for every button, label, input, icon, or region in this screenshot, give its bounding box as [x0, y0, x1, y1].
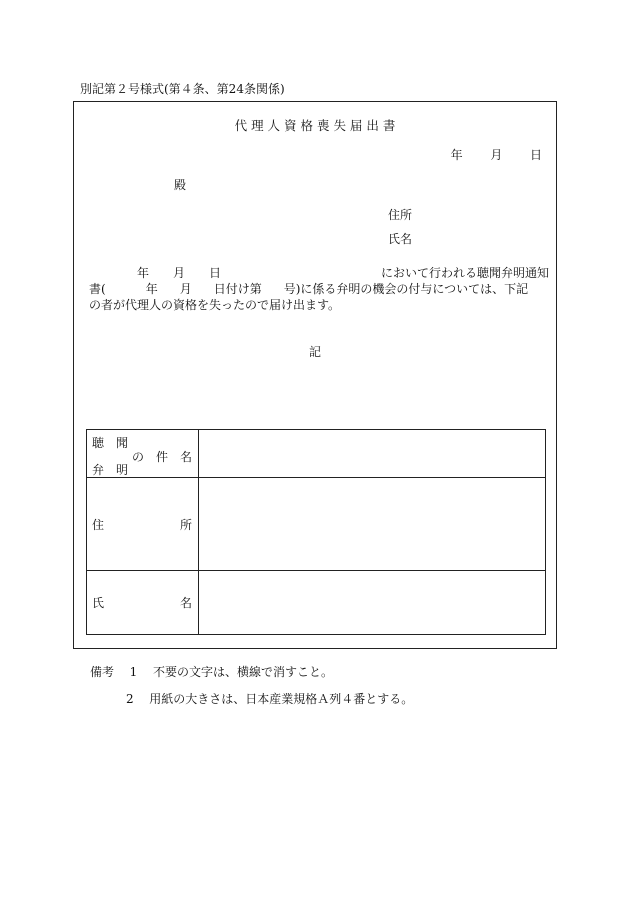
case-name-field[interactable]: [199, 430, 546, 478]
form-title: 代 理 人 資 格 喪 失 届 出 書: [234, 118, 396, 133]
addressee-suffix: 殿: [174, 178, 187, 192]
body-line-3: の者が代理人の資格を失ったので届け出ます。: [89, 298, 341, 312]
form-frame: [73, 101, 557, 649]
address-cell-label: 住 所: [87, 478, 199, 571]
submission-date: [451, 146, 542, 163]
name-field[interactable]: [199, 571, 546, 635]
name-label: 氏名: [388, 232, 413, 246]
table-row-case-name: [87, 430, 546, 478]
date-month-label: 月: [490, 148, 503, 162]
name-cell-label: 氏 名: [87, 571, 199, 635]
body-line-2: 書( 年 月 日付け第 号)に係る弁明の機会の付与については、下記: [89, 282, 529, 296]
date-day-label: 日: [529, 148, 542, 162]
case-name-label: 聴 聞 の 件 名 弁 明: [87, 430, 199, 478]
ki-heading: 記: [308, 345, 321, 359]
table-row-name: [87, 571, 546, 635]
note-1: 備考 1 不要の文字は、横線で消すこと。: [90, 665, 333, 679]
notes-label: 備考: [90, 665, 115, 679]
table-row-address: [87, 478, 546, 571]
form-reference: 別記第２号様式(第４条、第24条関係): [80, 82, 285, 96]
address-field[interactable]: [199, 478, 546, 571]
address-label: 住所: [388, 208, 413, 222]
notice-body: [89, 265, 550, 313]
details-table: [86, 429, 546, 635]
body-line-1: 年 月 日 において行われる聴聞弁明通知: [137, 266, 550, 280]
date-year-label: 年: [450, 148, 463, 162]
note-2: 2 用紙の大きさは、日本産業規格Ａ列４番とする。: [126, 692, 414, 706]
